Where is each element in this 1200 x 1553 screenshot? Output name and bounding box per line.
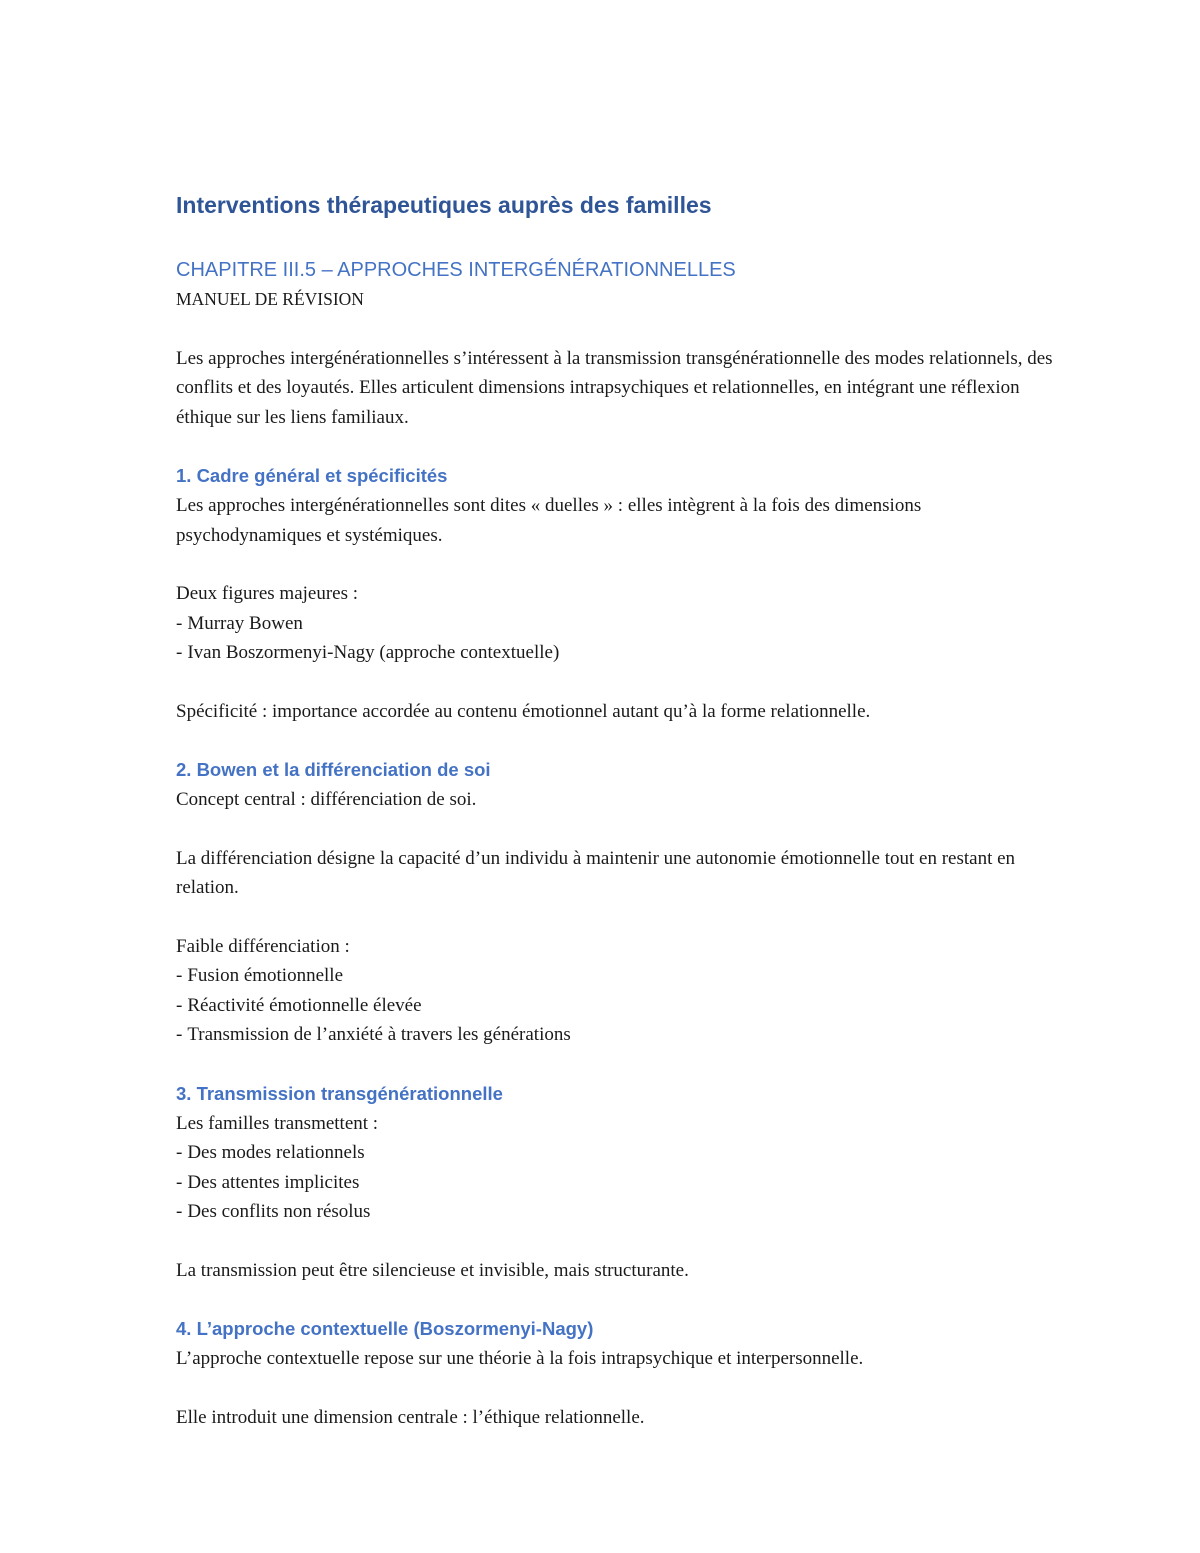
list-marker: - — [176, 642, 183, 663]
list-marker: - — [176, 1201, 183, 1222]
section-4-ethics: Elle introduit une dimension centrale : l’éthique relationnelle. — [176, 1406, 645, 1428]
section-2-paragraph: Concept central : différenciation de soi. — [176, 789, 477, 810]
section-1-heading: 1. Cadre général et spécificités — [176, 465, 448, 486]
list-item — [176, 638, 1056, 668]
list-item — [176, 1138, 1056, 1168]
list-item-text: Réactivité émotionnelle élevée — [187, 994, 422, 1016]
section-2-definition: La différenciation désigne la capacité d’un individu à maintenir une autonomie émotionnelle tout en restant en relation. — [176, 847, 1016, 898]
list-item-text: Des attentes implicites — [187, 1171, 360, 1193]
section-4-paragraph: L’approche contextuelle repose sur une théorie à la fois intrapsychique et interpersonnelle. — [176, 1348, 864, 1369]
list-item-text: Transmission de l’anxiété à travers les générations — [187, 1024, 571, 1045]
section-4-heading: 4. L’approche contextuelle (Boszormenyi-Nagy) — [176, 1318, 594, 1339]
list-item — [176, 1168, 1056, 1198]
document-title: Interventions thérapeutiques auprès des familles — [176, 192, 712, 218]
document-content — [176, 188, 1056, 1461]
list-item — [176, 1197, 1056, 1227]
list-item-text: Ivan Boszormenyi-Nagy (approche contextuelle) — [187, 642, 560, 663]
section-1-list — [176, 609, 1056, 668]
section-2-list-intro: Faible différenciation : — [176, 935, 350, 957]
section-3-heading: 3. Transmission transgénérationnelle — [176, 1082, 503, 1104]
list-item — [176, 961, 1056, 991]
chapter-heading: CHAPITRE III.5 – APPROCHES INTERGÉNÉRATIONNELLES — [176, 259, 736, 281]
list-marker: - — [176, 1171, 183, 1193]
section-1-list-intro: Deux figures majeures : — [176, 583, 359, 604]
section-3-list — [176, 1138, 1056, 1227]
section-1-paragraph: Les approches intergénérationnelles sont dites « duelles » : elles intègrent à la fois des dimensions psychodynamiques et systémiques. — [176, 495, 922, 546]
list-item — [176, 609, 1056, 639]
list-marker: - — [176, 994, 183, 1016]
list-item — [176, 1020, 1056, 1050]
list-marker: - — [176, 612, 183, 634]
list-item-text: Fusion émotionnelle — [187, 965, 344, 986]
document-subtitle: MANUEL DE RÉVISION — [176, 289, 364, 309]
section-2-list — [176, 961, 1056, 1050]
section-3-paragraph: La transmission peut être silencieuse et invisible, mais structurante. — [176, 1259, 689, 1281]
section-2-heading: 2. Bowen et la différenciation de soi — [176, 759, 491, 780]
list-marker: - — [176, 1142, 183, 1163]
list-item-text: Des modes relationnels — [187, 1142, 365, 1163]
section-1-specificity: Spécificité : importance accordée au contenu émotionnel autant qu’à la forme relationnelle. — [176, 700, 871, 722]
list-item-text: Murray Bowen — [187, 612, 303, 634]
list-item-text: Des conflits non résolus — [187, 1201, 371, 1222]
intro-paragraph: Les approches intergénérationnelles s’intéressent à la transmission transgénérationnelle des modes relationnels, des conflits et des loyautés. Elles articulent dimensions intrapsychiques et relationnelles, en intégrant une réflexion éthique sur les liens familiaux. — [176, 347, 1053, 428]
list-marker: - — [176, 965, 183, 986]
list-marker: - — [176, 1024, 183, 1045]
section-3-list-intro: Les familles transmettent : — [176, 1112, 379, 1134]
list-item — [176, 991, 1056, 1021]
